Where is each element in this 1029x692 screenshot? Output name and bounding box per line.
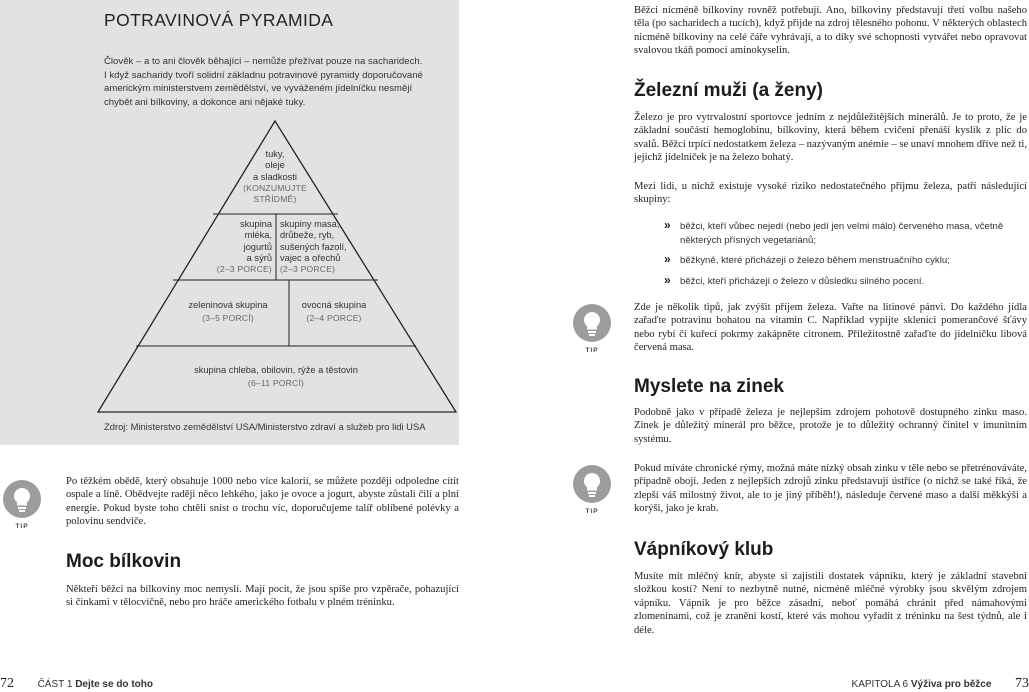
page-number-left: 72 [0,676,14,691]
heading-protein: Moc bílkovin [66,551,182,572]
para-iron-risk: Mezi lidi, u nichž existuje vysoké riziko nedostatečného příjmu železa, patří následující skupiny: [634,181,1027,206]
footer-part: ČÁST 1 [37,679,73,690]
fruit-note: (2–4 PORCE) [306,313,362,324]
fats-line: a sladkosti [253,171,297,182]
fats-note: (KONZUMUJTE [243,182,307,193]
fats-line: tuky, [265,149,285,159]
double-chevron-icon: » [664,272,671,287]
tip-label: TIP [585,508,599,515]
footer-chapter: KAPITOLA 6 [851,679,909,690]
footer-left [0,676,153,692]
dairy-line: jogurtů [243,241,272,252]
para-protein-continued: Běžci nicméně bílkoviny rovněž potřebují. Ano, bílkoviny představují třetí volbu našeho těla (po sacharidech a tucích), když přijde na zdroj tělesného pohonu. V některých oblastech nicméně bílkoviny na celé čáře vyhrávají, a to díky své schopnosti vytvářet nebo opravovat svalovou tkáň pomocí aminokyselin. [634,5,1027,57]
sidebar-source: Zdroj: Ministerstvo zemědělství USA/Ministerstvo zdraví a služeb pro lidi USA [104,421,426,432]
lightbulb-icon [3,480,41,518]
lightbulb-icon [573,465,611,503]
list-item-text: běžci, kteří přicházejí o železo v důsledku silného pocení. [680,275,925,287]
tip-label: TIP [585,347,599,354]
meat-line: sušených fazolí, [280,241,347,252]
tip-marker-left [0,480,44,530]
meat-line: drůbeže, ryb, [280,230,335,241]
tip-marker-iron [570,304,614,354]
fruit-label: ovocná skupina [301,300,367,310]
fats-note: STŘÍDMĚ) [253,194,297,205]
tip-text-left: Po těžkém obědě, který obsahuje 1000 nebo více kalorií, se můžete později odpoledne cítit ospale a líně. Obědvejte raději něco lehkého, jako je ovoce a jogurt, abyste zůstali čilí a plní energie. Pokud byste toho chtěli sníst o trochu víc, doporučujeme talíř oblíbené polévky a polovinu sendviče. [66,476,459,528]
tip-label: TIP [15,523,29,530]
footer-part-title: Dejte se do toho [75,679,153,690]
pyramid-vegetables [170,300,286,325]
dairy-line: mléka, [244,230,272,241]
list-item [664,220,1024,247]
meat-line: skupiny masa, [280,219,340,229]
footer-chapter-title: Výživa pro běžce [910,679,992,690]
heading-iron: Železní muži (a ženy) [634,80,823,101]
tip-text-zinc: Pokud míváte chronické rýmy, možná máte nízký obsah zinku v těle nebo se přetrénováváte, případně obojí. Jeden z nejlepších zdrojů zinku představují ústřice (o nichž se také říká, že zlepší váš milostný život, ale to je jiný příběh!), následuje červené maso a další měkkýši a korýši, jako je krab. [634,463,1027,515]
veg-note: (3–5 PORCÍ) [202,313,254,324]
list-item [664,272,1024,289]
tip-marker-zinc [570,465,614,515]
heading-calcium: Vápníkový klub [634,539,774,560]
pyramid-dairy [210,219,272,275]
para-iron: Železo je pro vytrvalostní sportovce jedním z nejdůležitějších minerálů. Je to proto, že je základní součástí hemoglobinu, bílkoviny, která během cvičení přenáší kyslík z plic do svalů. Běžci trpící nedostatkem železa – nazývaným anémie – se unaví mnohem dříve než ti, jejichž jídelníček je na železo bohatý. [634,112,1028,164]
dairy-note: (2–3 PORCE) [216,264,272,275]
double-chevron-icon: » [664,218,671,232]
para-calcium: Musíte mít mléčný knír, abyste si zajistili dostatek vápníku, který je základní stavební složkou kostí? Není to nezbytně nutné, nicméně mléčné výrobky jsou skvělým zdrojem vápníku. Vápník je pro běžce zásadní, neboť pomáhá chránit před námahovými zlomeninami, což je zranění kostí, které vás mohou vyřadit z tréninku na šest týdnů, ale i déle. [634,571,1027,636]
grain-label: skupina chleba, obilovin, rýže a těstovin [194,365,358,375]
heading-zinc: Myslete na zinek [634,376,784,397]
sidebar-title: POTRAVINOVÁ PYRAMIDA [104,10,334,30]
list-item-text: běžkyně, které přicházejí o železo během menstruačního cyklu; [680,255,950,266]
meat-line: vajec a ořechů [280,252,341,263]
list-item-text: běžci, kteří vůbec nejedí (nebo jedí jen velmi málo) červeného masa, včetně některých přísných vegetariánů; [680,221,1004,246]
grain-note: (6–11 PORCÍ) [247,378,305,389]
lightbulb-icon [573,304,611,342]
dairy-line: a sýrů [246,252,272,263]
meat-note: (2–3 PORCE) [280,264,336,275]
para-zinc: Podobně jako v případě železa je nejlepším zdrojem pohotově dostupného zinku maso. Zinek je důležitý minerál pro běžce, protože je to důležitý ochranný činitel v imunitním systému. [634,407,1027,445]
pyramid-sidebar [0,0,459,445]
page-number-right: 73 [1015,676,1029,691]
intro-line: I když sacharidy tvoří solidní základnu potravinové pyramidy doporučované [104,69,423,81]
intro-line: americkým ministerstvem zemědělství, ve vyváženém jídelníčku nesmějí [104,83,413,94]
tip-text-iron: Zde je několik tipů, jak zvýšit příjem železa. Vařte na litinové pánvi. Do každého jídla zařaďte potravinu bohatou na vitamin C. Například vypijte sklenici pomerančové šťávy nebo rybí či kuřecí pokrmy zakápněte citronem. Příležitostně zařaďte do jídelníčku libová červená masa. [634,302,1027,354]
fats-line: oleje [265,160,285,171]
dairy-line: skupina [239,219,272,229]
double-chevron-icon: » [664,252,671,266]
footer-right [852,676,1029,692]
intro-line: chybět ani bílkoviny, a dokonce ani nějaké tuky. [104,96,306,108]
list-item [664,254,1024,268]
pyramid-fats [225,149,325,205]
para-protein: Někteří běžci na bílkoviny moc nemyslí. Mají pocit, že jsou spíše pro vzpěrače, pohazující si činkami v tělocvičně, nebo pro hráče amerického fotbalu v plném tréninku. [66,584,459,609]
pyramid-fruit [292,300,376,325]
intro-line: Člověk – a to ani člověk běhající – nemůže přežívat pouze na sacharidech. [104,56,423,67]
veg-label: zeleninová skupina [188,300,268,310]
iron-risk-list [664,220,1024,295]
pyramid-grains [140,365,412,390]
pyramid-meat [280,219,360,275]
